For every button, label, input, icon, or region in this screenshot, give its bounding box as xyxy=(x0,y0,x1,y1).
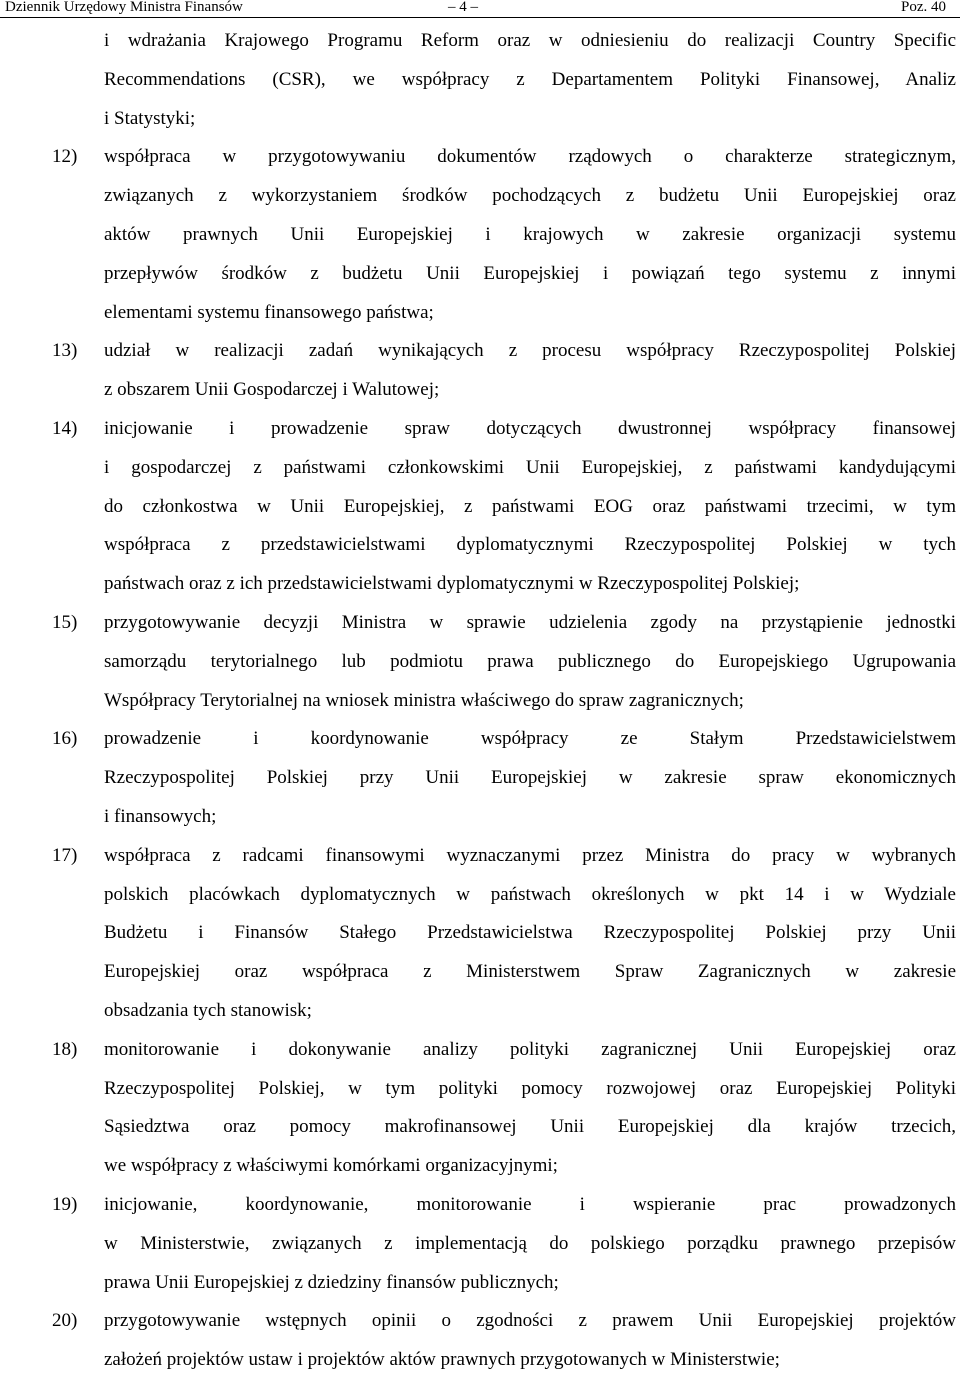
text-line: prawa Unii Europejskiej z dziedziny finansów publicznych; xyxy=(104,1271,559,1293)
text-line: obsadzania tych stanowisk; xyxy=(104,999,312,1021)
text-line: polskich placówkach dyplomatycznych w państwach określonych w pkt 14 i w Wydziale xyxy=(104,883,956,905)
text-line: Rzeczypospolitej Polskiej przy Unii Europejskiej w zakresie spraw ekonomicznych xyxy=(104,767,956,789)
text-line: monitorowanie i dokonywanie analizy polityki zagranicznej Unii Europejskiej oraz xyxy=(104,1038,956,1060)
text-line: związanych z wykorzystaniem środków pochodzących z budżetu Unii Europejskiej oraz xyxy=(104,185,956,207)
item-number: 17) xyxy=(52,844,78,866)
text-line: Europejskiej oraz współpraca z Ministerstwem Spraw Zagranicznych w zakresie xyxy=(104,961,956,983)
list-item-14 xyxy=(0,410,956,604)
list-item-19 xyxy=(0,1186,956,1302)
document-body xyxy=(0,22,960,1380)
list-item-12 xyxy=(0,138,956,332)
text-line: przygotowywanie wstępnych opinii o zgodności z prawem Unii Europejskiej projektów xyxy=(104,1310,956,1332)
text-line: współpraca w przygotowywaniu dokumentów rządowych o charakterze strategicznym, xyxy=(104,146,956,168)
item-number: 12) xyxy=(52,146,78,168)
page-header xyxy=(0,0,960,18)
item-number: 15) xyxy=(52,611,78,633)
intro-continuation xyxy=(104,22,956,138)
text-line: Sąsiedztwa oraz pomocy makrofinansowej Unii Europejskiej dla krajów trzecich, xyxy=(104,1116,956,1138)
text-line: samorządu terytorialnego lub podmiotu prawa publicznego do Europejskiego Ugrupowania xyxy=(104,650,956,672)
position-number: Poz. 40 xyxy=(901,0,946,15)
text-line: i finansowych; xyxy=(104,805,217,827)
text-line: prowadzenie i koordynowanie współpracy ze Stałym Przedstawicielstwem xyxy=(104,728,956,750)
text-line: Współpracy Terytorialnej na wniosek ministra właściwego do spraw zagranicznych; xyxy=(104,689,744,711)
list-item-13 xyxy=(0,332,956,410)
item-number: 18) xyxy=(52,1038,78,1060)
text-line: inicjowanie i prowadzenie spraw dotyczących dwustronnej współpracy finansowej xyxy=(104,417,956,439)
text-line: przygotowywanie decyzji Ministra w sprawie udzielenia zgody na przystąpienie jednostki xyxy=(104,611,956,633)
text-line: współpraca z radcami finansowymi wyznaczanymi przez Ministra do pracy w wybranych xyxy=(104,844,956,866)
list-item-15 xyxy=(0,604,956,720)
text-line: założeń projektów ustaw i projektów aktów prawnych przygotowanych w Ministerstwie; xyxy=(104,1349,780,1371)
text-line: z obszarem Unii Gospodarczej i Walutowej; xyxy=(104,379,440,401)
item-number: 20) xyxy=(52,1310,78,1332)
text-line: państwach oraz z ich przedstawicielstwami dyplomatycznymi w Rzeczypospolitej Polskiej; xyxy=(104,573,800,595)
text-line: inicjowanie, koordynowanie, monitorowanie i wspieranie prac prowadzonych xyxy=(104,1193,956,1215)
list-item-18 xyxy=(0,1031,956,1186)
text-line: i gospodarczej z państwami członkowskimi Unii Europejskiej, z państwami kandydującymi xyxy=(104,456,956,478)
item-number: 19) xyxy=(52,1193,78,1215)
text-line: elementami systemu finansowego państwa; xyxy=(104,301,434,323)
item-number: 13) xyxy=(52,340,78,362)
text-line: Budżetu i Finansów Stałego Przedstawicielstwa Rzeczypospolitej Polskiej przy Unii xyxy=(104,922,956,944)
text-line: i wdrażania Krajowego Programu Reform oraz w odniesieniu do realizacji Country Specific xyxy=(104,30,956,51)
text-line: Rzeczypospolitej Polskiej, w tym polityki pomocy rozwojowej oraz Europejskiej Polityki xyxy=(104,1077,956,1099)
list-item-20 xyxy=(0,1302,956,1380)
text-line: Recommendations (CSR), we współpracy z Departamentem Polityki Finansowej, Analiz xyxy=(104,68,956,90)
text-line: udział w realizacji zadań wynikających z procesu współpracy Rzeczypospolitej Polskiej xyxy=(104,340,956,362)
list-item-16 xyxy=(0,720,956,836)
text-line: i Statystyki; xyxy=(104,107,196,129)
text-line: do członkostwa w Unii Europejskiej, z państwami EOG oraz państwami trzecimi, w tym xyxy=(104,495,956,517)
journal-title: Dziennik Urzędowy Ministra Finansów xyxy=(5,0,243,15)
text-line: przepływów środków z budżetu Unii Europejskiej i powiązań tego systemu z innymi xyxy=(104,262,956,284)
text-line: aktów prawnych Unii Europejskiej i krajowych w zakresie organizacji systemu xyxy=(104,223,956,245)
item-number: 14) xyxy=(52,417,78,439)
text-line: współpraca z przedstawicielstwami dyplomatycznymi Rzeczypospolitej Polskiej w tych xyxy=(104,534,956,556)
item-number: 16) xyxy=(52,728,78,750)
list-item-17 xyxy=(0,837,956,1031)
text-line: w Ministerstwie, związanych z implementacją do polskiego porządku prawnego przepisów xyxy=(104,1232,956,1254)
text-line: we współpracy z właściwymi komórkami organizacyjnymi; xyxy=(104,1155,558,1177)
page-number: – 4 – xyxy=(448,0,478,15)
